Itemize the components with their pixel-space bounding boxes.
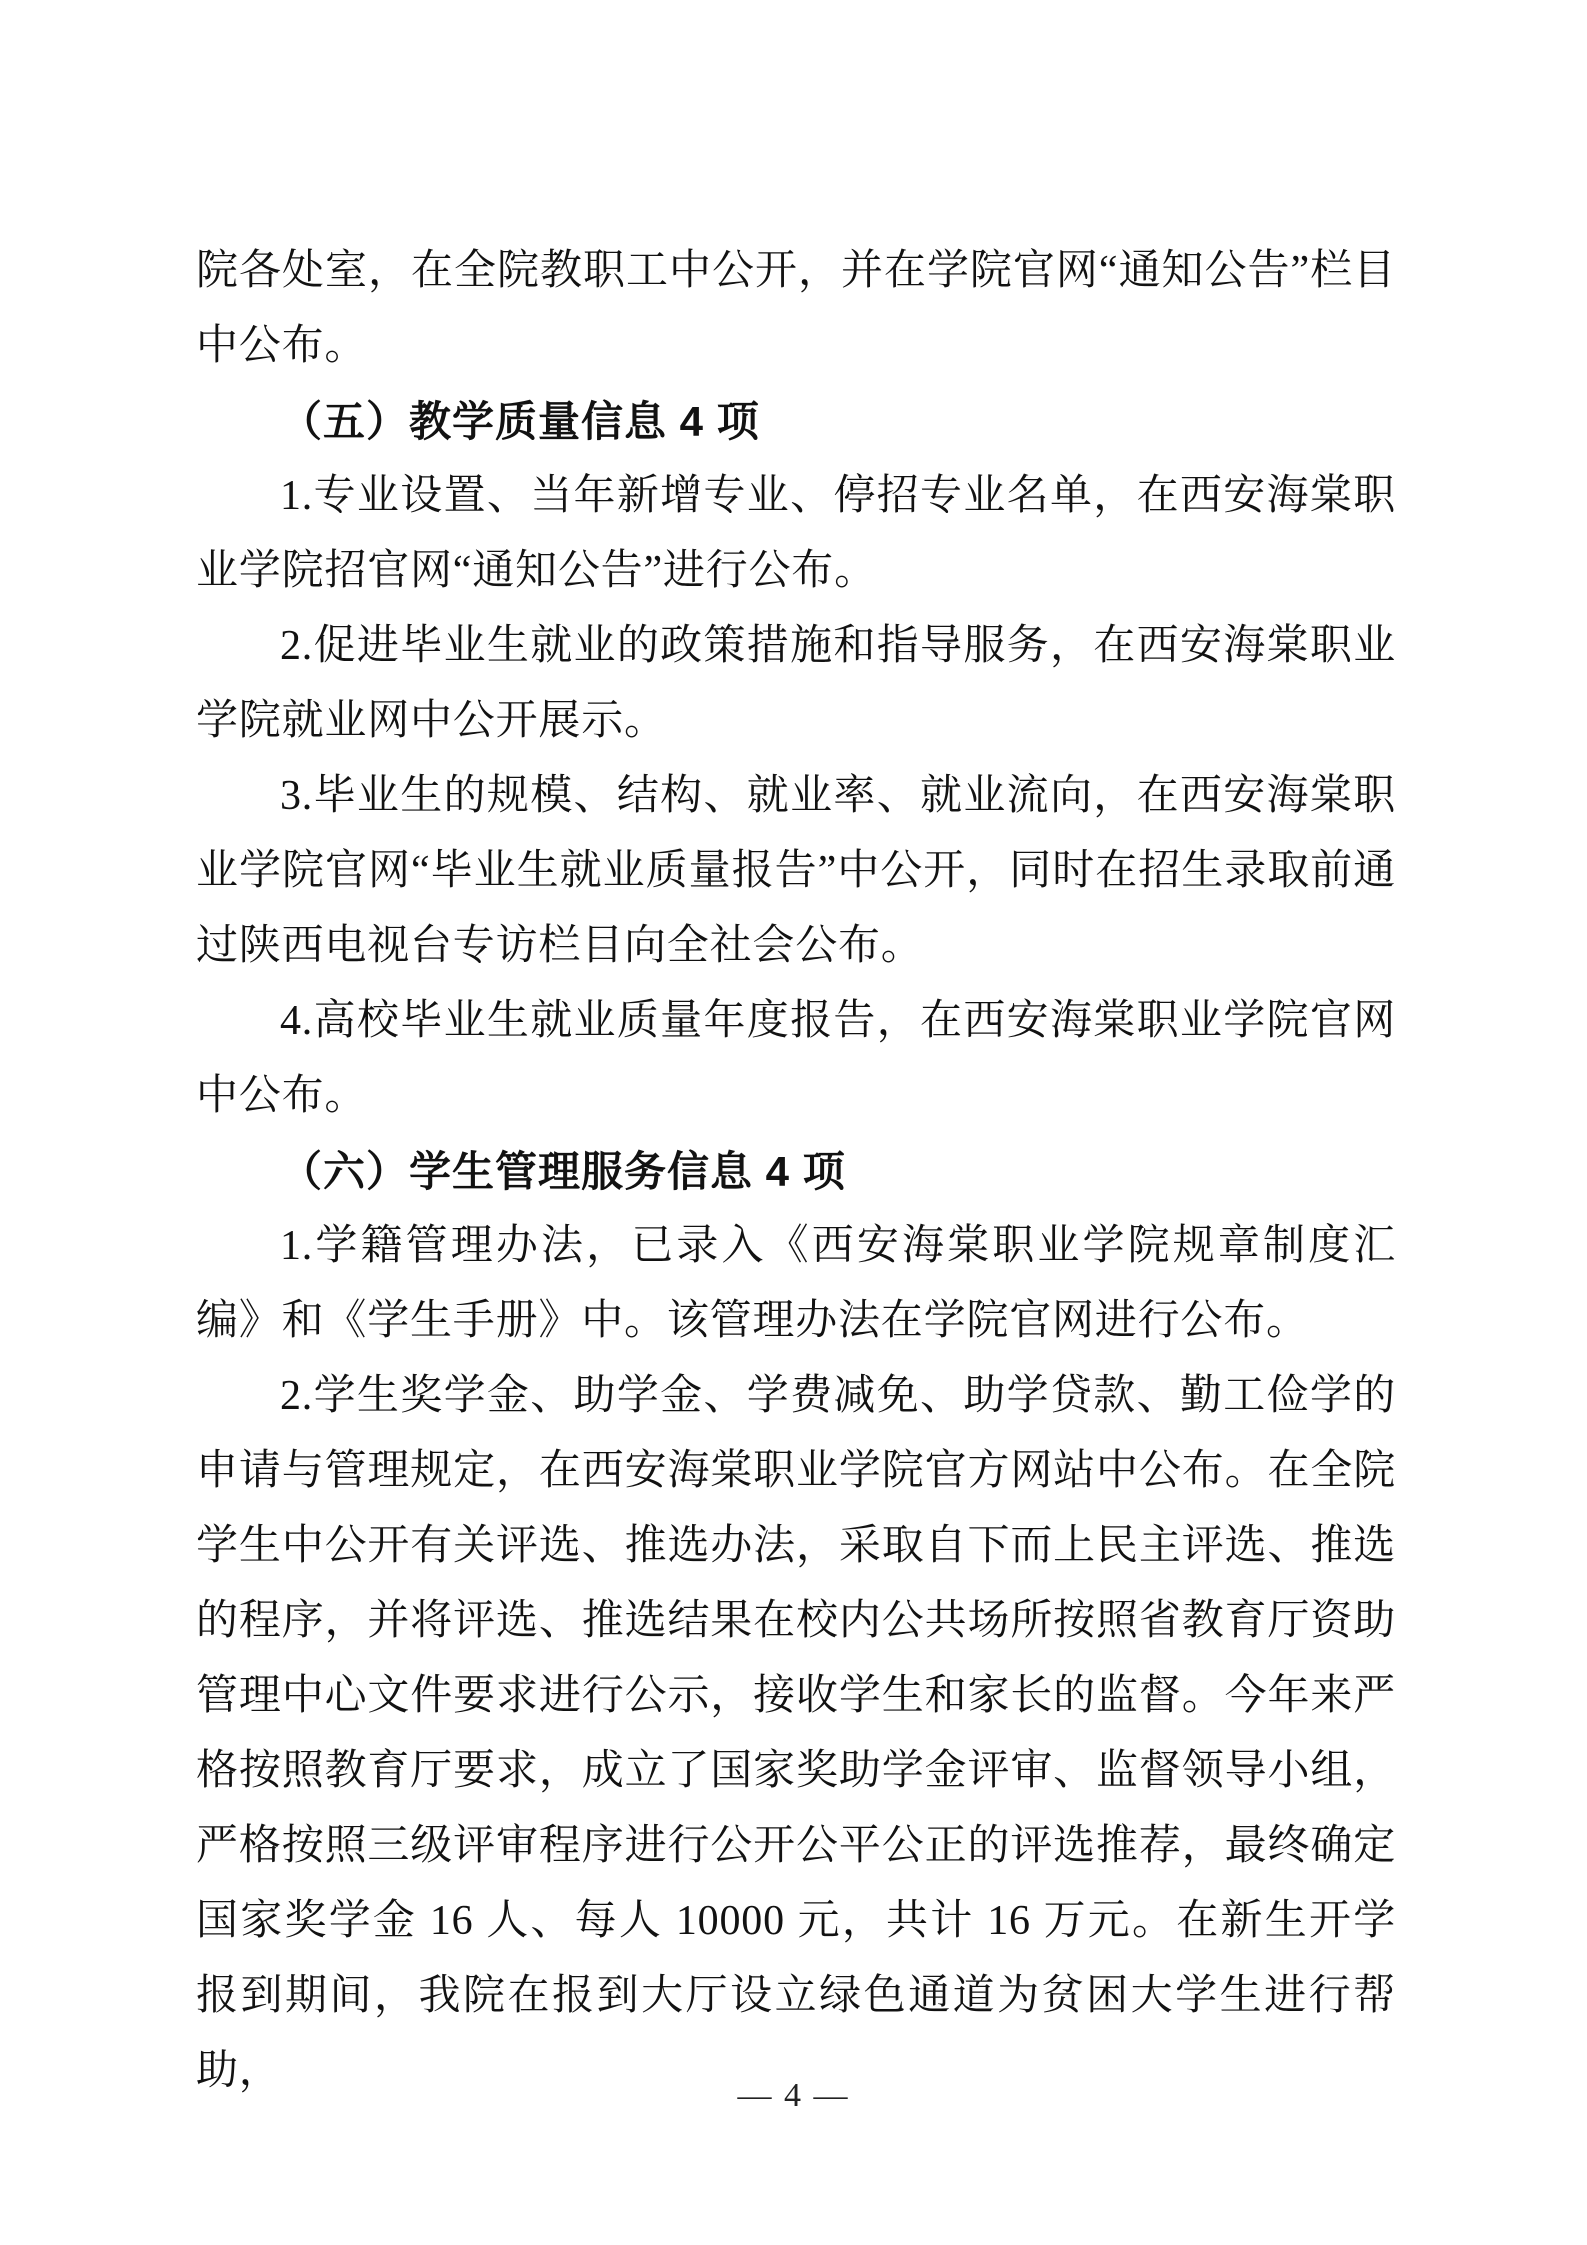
paragraph-continuation: 院各处室，在全院教职工中公开，并在学院官网“通知公告”栏目中公布。 (196, 248, 1396, 369)
page-number: — 4 — (737, 2077, 850, 2114)
body-paragraph-item-3: 3.毕业生的规模、结构、就业率、就业流向，在西安海棠职业学院官网“毕业生就业质量报告”中公开，同时在招生录取前通过陕西电视台专访栏目向全社会公布。 (196, 773, 1396, 969)
body-paragraph-item-4: 4.高校毕业生就业质量年度报告，在西安海棠职业学院官网中公布。 (196, 998, 1396, 1119)
section-heading-6-student-management: （六）学生管理服务信息 4 项 (280, 1148, 846, 1195)
page-footer (0, 2076, 1587, 2116)
body-paragraph-item-2: 2.促进毕业生就业的政策措施和指导服务，在西安海棠职业学院就业网中公开展示。 (196, 623, 1396, 744)
section-heading-5-teaching-quality: （五）教学质量信息 4 项 (280, 398, 760, 445)
body-paragraph-item-6: 2.学生奖学金、助学金、学费减免、助学贷款、勤工俭学的申请与管理规定，在西安海棠职业学院官方网站中公布。在全院学生中公开有关评选、推选办法，采取自下而上民主评选、推选的程序，并将评选、推选结果在校内公共场所按照省教育厅资助管理中心文件要求进行公示，接收学生和家长的监督。今年来严格按照教育厅要求，成立了国家奖助学金评审、监督领导小组，严格按照三级评审程序进行公开公平公正的评选推荐，最终确定国家奖学金 16 人、每人 10000 元，共计 16 万元。在新生开学报到期间，我院在报到大厅设立绿色通道为贫困大学生进行帮助， (196, 1373, 1396, 2094)
document-body (196, 234, 1396, 2109)
body-paragraph-item-5: 1.学籍管理办法，已录入《西安海棠职业学院规章制度汇编》和《学生手册》中。该管理办法在学院官网进行公布。 (196, 1223, 1396, 1344)
body-paragraph-item-1: 1.专业设置、当年新增专业、停招专业名单，在西安海棠职业学院招官网“通知公告”进行公布。 (196, 473, 1396, 594)
